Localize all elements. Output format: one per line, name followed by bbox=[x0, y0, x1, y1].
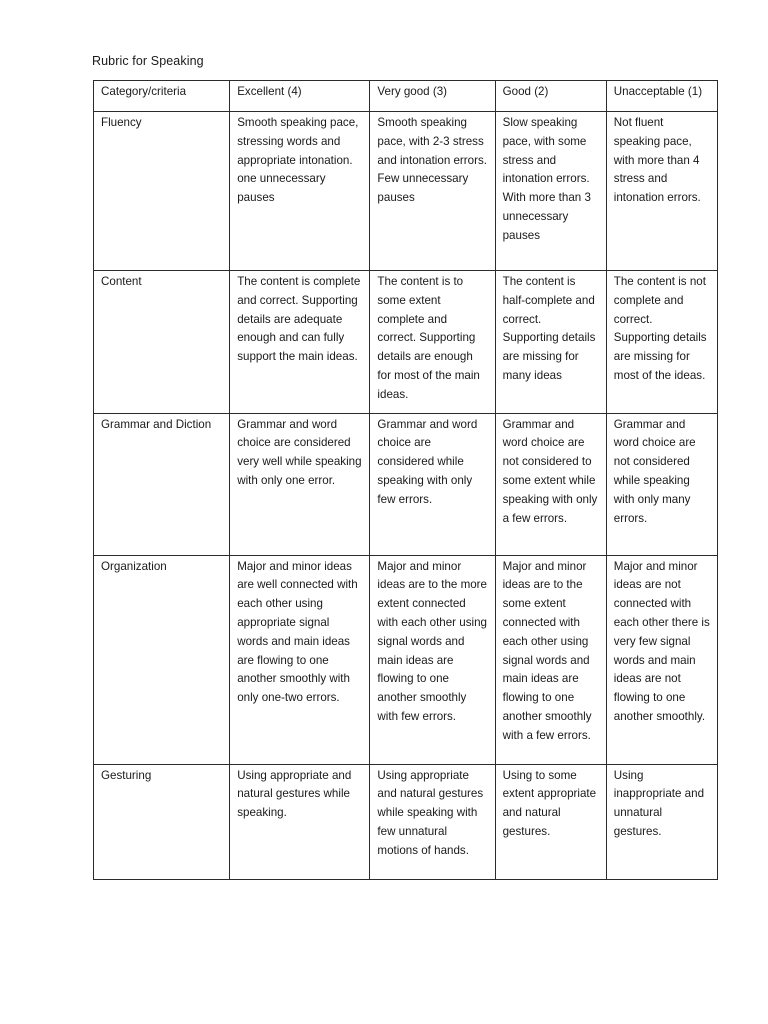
header-unacceptable: Unacceptable (1) bbox=[606, 81, 717, 112]
cell-good: Using to some extent appropriate and natural gestures. bbox=[495, 764, 606, 879]
cell-unacceptable: The content is not complete and correct. Supporting details are missing for most of the ideas. bbox=[606, 271, 717, 414]
cell-excellent: Major and minor ideas are well connected with each other using appropriate signal words and main ideas are flowing to one another smoothly with only one-two errors. bbox=[230, 555, 370, 764]
table-row bbox=[94, 271, 718, 414]
document-title: Rubric for Speaking bbox=[92, 54, 204, 68]
cell-excellent: Grammar and word choice are considered very well while speaking with only one error. bbox=[230, 413, 370, 555]
cell-very-good: Using appropriate and natural gestures while speaking with few unnatural motions of hands. bbox=[370, 764, 495, 879]
row-category-gesturing: Gesturing bbox=[94, 764, 230, 879]
row-category-content: Content bbox=[94, 271, 230, 414]
row-category-fluency: Fluency bbox=[94, 112, 230, 271]
table-row bbox=[94, 413, 718, 555]
cell-unacceptable: Major and minor ideas are not connected with each other there is very few signal words and main ideas are not flowing to one another smoothly. bbox=[606, 555, 717, 764]
header-very-good: Very good (3) bbox=[370, 81, 495, 112]
table-row bbox=[94, 112, 718, 271]
cell-excellent: Smooth speaking pace, stressing words and appropriate intonation. one unnecessary pauses bbox=[230, 112, 370, 271]
row-category-organization: Organization bbox=[94, 555, 230, 764]
cell-excellent: Using appropriate and natural gestures while speaking. bbox=[230, 764, 370, 879]
cell-good: Grammar and word choice are not considered to some extent while speaking with only a few errors. bbox=[495, 413, 606, 555]
cell-very-good: Major and minor ideas are to the more extent connected with each other using signal words and main ideas are flowing to one another smoothly with few errors. bbox=[370, 555, 495, 764]
cell-very-good: The content is to some extent complete and correct. Supporting details are enough for most of the main ideas. bbox=[370, 271, 495, 414]
cell-excellent: The content is complete and correct. Supporting details are adequate enough and can fully support the main ideas. bbox=[230, 271, 370, 414]
cell-good: Slow speaking pace, with some stress and intonation errors. With more than 3 unnecessary pauses bbox=[495, 112, 606, 271]
header-excellent: Excellent (4) bbox=[230, 81, 370, 112]
table-header-row bbox=[94, 81, 718, 112]
cell-good: Major and minor ideas are to the some extent connected with each other using signal words and main ideas are flowing to one another smoothly with a few errors. bbox=[495, 555, 606, 764]
cell-unacceptable: Grammar and word choice are not considered while speaking with only many errors. bbox=[606, 413, 717, 555]
header-good: Good (2) bbox=[495, 81, 606, 112]
table-row bbox=[94, 764, 718, 879]
speaking-rubric-table bbox=[93, 80, 718, 880]
cell-unacceptable: Not fluent speaking pace, with more than 4 stress and intonation errors. bbox=[606, 112, 717, 271]
cell-good: The content is half-complete and correct. Supporting details are missing for many ideas bbox=[495, 271, 606, 414]
table-row bbox=[94, 555, 718, 764]
cell-unacceptable: Using inappropriate and unnatural gestures. bbox=[606, 764, 717, 879]
header-category: Category/criteria bbox=[94, 81, 230, 112]
row-category-grammar: Grammar and Diction bbox=[94, 413, 230, 555]
cell-very-good: Smooth speaking pace, with 2-3 stress and intonation errors. Few unnecessary pauses bbox=[370, 112, 495, 271]
cell-very-good: Grammar and word choice are considered while speaking with only few errors. bbox=[370, 413, 495, 555]
